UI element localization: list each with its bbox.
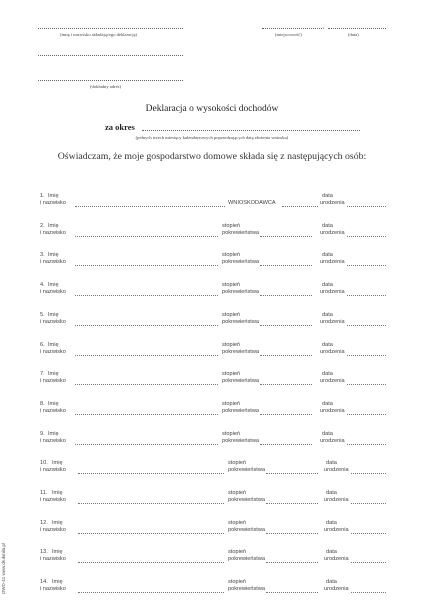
relation-label: stopień	[228, 579, 247, 586]
surname-label: i nazwisko	[40, 200, 66, 206]
relation-label-2: pokrewieństwa	[228, 556, 265, 563]
birth-date-label-2: urodzenia	[320, 200, 345, 206]
first-name-label: Imię	[48, 282, 59, 289]
row-number: 4.	[40, 282, 45, 289]
row-number: 5.	[40, 311, 45, 318]
name-field[interactable]	[75, 325, 218, 326]
surname-label: i nazwisko	[40, 437, 66, 444]
relation-label-2: pokrewieństwa	[222, 437, 259, 444]
list-item	[0, 371, 424, 393]
relation-label: stopień	[222, 222, 241, 229]
relation-label-2: pokrewieństwa	[222, 289, 259, 296]
list-item	[0, 431, 424, 453]
birth-date-label-2: urodzenia	[320, 259, 345, 266]
birth-date-label: data	[326, 579, 337, 586]
name-field[interactable]	[75, 384, 218, 385]
name-field[interactable]	[75, 414, 218, 415]
first-name-label: Imię	[48, 341, 59, 348]
relation-field[interactable]	[260, 444, 312, 445]
birth-date-label: data	[322, 341, 333, 348]
relation-field[interactable]	[260, 384, 312, 385]
surname-label: i nazwisko	[40, 259, 66, 266]
comma: ,	[323, 24, 325, 30]
relation-label-2: pokrewieństwa	[228, 497, 265, 503]
name-field[interactable]	[75, 236, 218, 237]
row-number: 10.	[40, 460, 48, 467]
row-number: 7.	[40, 371, 45, 378]
form-title: Deklaracja o wysokości dochodów	[145, 104, 279, 114]
surname-label: i nazwisko	[40, 289, 66, 296]
birth-date-field[interactable]	[351, 503, 386, 504]
name-field[interactable]	[75, 295, 218, 296]
birth-date-field[interactable]	[347, 295, 386, 296]
birth-date-label-2: urodzenia	[324, 467, 349, 474]
surname-label: i nazwisko	[40, 556, 66, 563]
name-field[interactable]	[75, 355, 218, 356]
birth-date-label-2: urodzenia	[320, 289, 345, 296]
birth-date-field[interactable]	[347, 236, 386, 237]
applicant-field[interactable]	[282, 206, 318, 207]
birth-date-label: data	[322, 282, 333, 289]
relation-label-2: pokrewieństwa	[222, 378, 259, 385]
relation-field[interactable]	[260, 295, 312, 296]
relation-label: stopień	[222, 252, 241, 259]
row-number: 1.	[40, 193, 45, 199]
date-caption: (data)	[348, 32, 359, 37]
birth-date-field[interactable]	[351, 562, 386, 563]
birth-date-label: data	[322, 222, 333, 229]
surname-label: i nazwisko	[40, 378, 66, 385]
birth-date-label-2: urodzenia	[320, 229, 345, 236]
relation-label: stopień	[228, 519, 247, 526]
list-item	[0, 252, 424, 274]
relation-field[interactable]	[260, 325, 312, 326]
name-field[interactable]	[75, 444, 218, 445]
birth-date-label: data	[322, 430, 333, 437]
birth-date-label: data	[326, 519, 337, 526]
declaration-text: Oświadczam, że moje gospodarstwo domowe składa się z następujących osób:	[57, 151, 367, 162]
period-label: za okres	[105, 122, 135, 132]
list-item	[0, 579, 424, 601]
relation-field[interactable]	[260, 355, 312, 356]
birth-date-field[interactable]	[351, 592, 386, 593]
name-field[interactable]	[78, 562, 224, 563]
date-line[interactable]	[328, 28, 386, 29]
list-item	[0, 342, 424, 364]
row-number: 6.	[40, 341, 45, 348]
relation-label: stopień	[222, 311, 241, 318]
list-item	[0, 460, 424, 482]
list-item	[0, 312, 424, 334]
relation-label: stopień	[222, 341, 241, 348]
relation-field[interactable]	[266, 533, 318, 534]
list-item	[0, 520, 424, 542]
birth-date-label-2: urodzenia	[320, 407, 345, 414]
birth-date-label: data	[326, 549, 337, 556]
birth-date-field[interactable]	[347, 325, 386, 326]
relation-field[interactable]	[266, 503, 318, 504]
list-item	[0, 490, 424, 512]
row-number: 14.	[40, 579, 48, 586]
name-field[interactable]	[78, 473, 224, 474]
relation-label-2: pokrewieństwa	[222, 229, 259, 236]
relation-field[interactable]	[266, 473, 318, 474]
first-name-label: Imię	[52, 579, 63, 586]
surname-label: i nazwisko	[40, 586, 66, 593]
relation-label-2: pokrewieństwa	[228, 526, 265, 533]
surname-label: i nazwisko	[40, 497, 66, 503]
birth-date-field[interactable]	[347, 444, 386, 445]
relation-label-2: pokrewieństwa	[228, 467, 265, 474]
first-name-label: Imię	[52, 519, 63, 526]
address-line-1[interactable]	[38, 55, 183, 56]
birth-date-field[interactable]	[347, 414, 386, 415]
birth-date-label-2: urodzenia	[324, 556, 349, 563]
birth-date-label: data	[322, 311, 333, 318]
relation-field[interactable]	[260, 414, 312, 415]
first-name-label: Imię	[52, 460, 63, 467]
form-code: DWD-41 www.drukmila.pl	[1, 542, 6, 594]
relation-label: stopień	[222, 282, 241, 289]
birth-date-label: data	[322, 371, 333, 378]
relation-field[interactable]	[260, 236, 312, 237]
name-field[interactable]	[78, 503, 224, 504]
place-caption: (miejscowość)	[275, 32, 302, 37]
first-name-label: Imię	[48, 193, 59, 199]
first-name-label: Imię	[52, 549, 63, 556]
list-item	[0, 282, 424, 304]
row-number: 3.	[40, 252, 45, 259]
relation-label: stopień	[222, 430, 241, 437]
surname-label: i nazwisko	[40, 407, 66, 414]
relation-field[interactable]	[266, 592, 318, 593]
relation-label-2: pokrewieństwa	[222, 259, 259, 266]
place-line[interactable]	[262, 28, 322, 29]
list-item	[0, 549, 424, 571]
first-name-label: Imię	[48, 371, 59, 378]
surname-label: i nazwisko	[40, 467, 66, 474]
first-name-label: Imię	[48, 400, 59, 407]
first-name-label: Imię	[52, 490, 63, 496]
birth-date-label-2: urodzenia	[324, 497, 349, 503]
birth-date-field[interactable]	[347, 206, 386, 207]
name-field[interactable]	[75, 265, 218, 266]
first-name-label: Imię	[48, 252, 59, 259]
surname-label: i nazwisko	[40, 229, 66, 236]
birth-date-field[interactable]	[351, 473, 386, 474]
period-caption: (pełnych trzech miesięcy kalendarzowych poprzedzających datę złożenia wniosku)	[135, 135, 289, 140]
birth-date-label: data	[322, 400, 333, 407]
relation-label-2: pokrewieństwa	[228, 586, 265, 593]
row-number: 9.	[40, 430, 45, 437]
list-item	[0, 223, 424, 245]
name-field[interactable]	[78, 533, 224, 534]
surname-label: i nazwisko	[40, 526, 66, 533]
surname-label: i nazwisko	[40, 318, 66, 325]
relation-label: stopień	[228, 549, 247, 556]
first-name-label: Imię	[48, 311, 59, 318]
birth-date-label-2: urodzenia	[320, 348, 345, 355]
row-number: 2.	[40, 222, 45, 229]
relation-field[interactable]	[266, 562, 318, 563]
birth-date-label: data	[322, 193, 333, 199]
address-caption: (dokładny adres)	[90, 84, 121, 89]
birth-date-label: data	[322, 252, 333, 259]
list-item	[0, 401, 424, 423]
relation-label: stopień	[228, 460, 247, 467]
name-caption: (imię i nazwisko składającego deklarację)	[60, 32, 138, 37]
relation-label: stopień	[228, 490, 247, 496]
relation-label-2: pokrewieństwa	[222, 318, 259, 325]
name-field[interactable]	[75, 206, 225, 207]
name-field[interactable]	[78, 592, 224, 593]
birth-date-field[interactable]	[347, 384, 386, 385]
row-number: 12.	[40, 519, 48, 526]
birth-date-label-2: urodzenia	[324, 526, 349, 533]
row-number: 11.	[40, 490, 48, 496]
relation-label: stopień	[222, 400, 241, 407]
relation-label-2: pokrewieństwa	[222, 407, 259, 414]
surname-label: i nazwisko	[40, 348, 66, 355]
birth-date-field[interactable]	[347, 265, 386, 266]
relation-label-2: pokrewieństwa	[222, 348, 259, 355]
birth-date-label-2: urodzenia	[320, 437, 345, 444]
list-item	[0, 193, 424, 215]
period-line[interactable]	[142, 130, 360, 131]
applicant-label: WNIOSKODAWCA	[228, 200, 276, 206]
address-line-2[interactable]	[38, 80, 183, 81]
birth-date-label: data	[326, 460, 337, 467]
birth-date-label: data	[326, 490, 337, 496]
birth-date-field[interactable]	[347, 355, 386, 356]
relation-field[interactable]	[260, 265, 312, 266]
birth-date-label-2: urodzenia	[324, 586, 349, 593]
birth-date-field[interactable]	[351, 533, 386, 534]
birth-date-label-2: urodzenia	[320, 318, 345, 325]
first-name-label: Imię	[48, 222, 59, 229]
name-line[interactable]	[38, 28, 183, 29]
birth-date-label-2: urodzenia	[320, 378, 345, 385]
relation-label: stopień	[222, 371, 241, 378]
row-number: 8.	[40, 400, 45, 407]
row-number: 13.	[40, 549, 48, 556]
first-name-label: Imię	[48, 430, 59, 437]
